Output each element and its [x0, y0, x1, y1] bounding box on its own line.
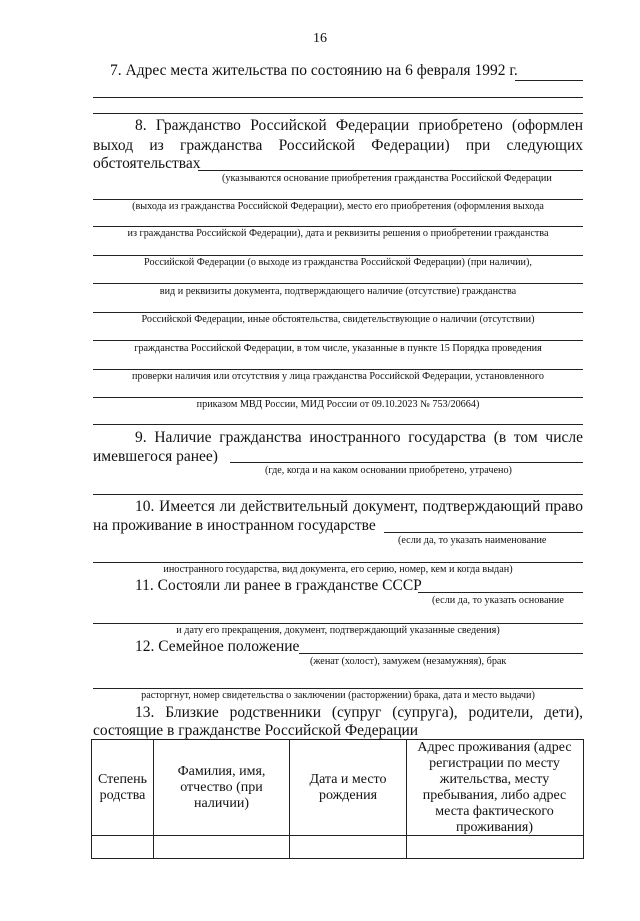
- item-10-line-2: на проживание в иностранном государстве: [93, 517, 376, 534]
- item-12-answer-line[interactable]: [299, 653, 583, 654]
- item-10-line-1: 10. Имеется ли действительный документ, подтверждающий право: [135, 498, 583, 515]
- item-8-hint-9: приказом МВД России, МИД России от 09.10.2023 № 753/20664): [196, 399, 480, 410]
- item-7-answer-line-2[interactable]: [93, 97, 583, 98]
- item-9-answer-line-2[interactable]: [93, 494, 583, 495]
- item-12-line-1: 12. Семейное положение: [135, 638, 300, 655]
- item-10-hint-1: (если да, то указать наименование: [398, 535, 547, 546]
- item-9-line-2: имевшегося ранее): [93, 448, 218, 465]
- page-number: 16: [313, 31, 327, 46]
- item-8-answer-line[interactable]: [93, 283, 583, 284]
- item-11-hint-1: (если да, то указать основание: [432, 595, 564, 606]
- item-8-hint-6: Российской Федерации, иные обстоятельства, свидетельствующие о наличии (отсутствии): [141, 314, 535, 325]
- item-8-hint-5: вид и реквизиты документа, подтверждающего наличие (отсутствие) гражданства: [159, 286, 517, 297]
- item-7-answer-line[interactable]: [515, 80, 583, 81]
- item-8-answer-line[interactable]: [93, 226, 583, 227]
- item-11-line-1: 11. Состояли ли ранее в гражданстве СССР: [135, 577, 422, 594]
- item-8-answer-line[interactable]: [93, 312, 583, 313]
- item-7-answer-line-3[interactable]: [93, 113, 583, 114]
- item-12-hint-2: расторгнут, номер свидетельства о заключении (расторжении) брака, дата и место выдачи): [141, 690, 535, 701]
- item-8-line-2: выход из гражданства Российской Федерации) при следующих: [93, 137, 583, 154]
- item-10-answer-line[interactable]: [384, 532, 583, 533]
- item-12-answer-line-2[interactable]: [93, 688, 583, 689]
- item-8-hint-4: Российской Федерации (о выходе из гражданства Российской Федерации) (при наличии),: [144, 257, 532, 268]
- item-10-answer-line-2[interactable]: [93, 562, 583, 563]
- item-12-hint-1: (женат (холост), замужем (незамужняя), брак: [310, 656, 507, 667]
- item-8-answer-line[interactable]: [93, 397, 583, 398]
- item-11-answer-line-2[interactable]: [93, 623, 583, 624]
- item-10-hint-2: иностранного государства, вид документа, его серию, номер, кем и когда выдан): [163, 564, 513, 575]
- table-header-birth: Дата и место рождения: [309, 771, 387, 803]
- item-9-top-line: [93, 424, 583, 425]
- item-9-answer-line[interactable]: [230, 462, 583, 463]
- item-8-line-3: обстоятельствах: [93, 155, 201, 172]
- item-8-answer-line[interactable]: [198, 170, 583, 171]
- item-8-hint-3: из гражданства Российской Федерации), дата и реквизиты решения о приобретении гражданства: [127, 228, 549, 239]
- table-header-address: Адрес проживания (адрес регистрации по месту жительства, месту пребывания, либо адрес места фактического проживания): [417, 739, 572, 835]
- table-header-relation: Степень родства: [97, 771, 148, 803]
- item-8-hint-2: (выхода из гражданства Российской Федерации), место его приобретения (оформления выхода: [132, 201, 544, 212]
- item-13-line-2: состоящие в гражданстве Российской Федерации: [93, 722, 419, 739]
- item-9-line-1: 9. Наличие гражданства иностранного государства (в том числе: [135, 429, 583, 446]
- item-9-hint: (где, когда и на каком основании приобретено, утрачено): [265, 465, 512, 476]
- item-8-answer-line[interactable]: [93, 199, 583, 200]
- item-13-line-1: 13. Близкие родственники (супруг (супруга), родители, дети),: [135, 704, 583, 721]
- item-8-answer-line[interactable]: [93, 369, 583, 370]
- item-8-hint-7: гражданства Российской Федерации, в том числе, указанные в пункте 15 Порядка проведения: [134, 343, 542, 354]
- item-11-hint-2: и дату его прекращения, документ, подтверждающий указанные сведения): [176, 625, 500, 636]
- item-8-hint-8: проверки наличия или отсутствия у лица гражданства Российской Федерации, установленного: [132, 371, 544, 382]
- item-8-hint-1: (указываются основание приобретения гражданства Российской Федерации: [222, 173, 552, 184]
- item-8-answer-line[interactable]: [93, 340, 583, 341]
- table-row[interactable]: [92, 836, 582, 857]
- item-11-answer-line[interactable]: [418, 592, 583, 593]
- table-header-full-name: Фамилия, имя, отчество (при наличии): [177, 763, 266, 811]
- item-7-label: 7. Адрес места жительства по состоянию на 6 февраля 1992 г.: [110, 62, 518, 79]
- item-8-answer-line[interactable]: [93, 255, 583, 256]
- item-8-line-1: 8. Гражданство Российской Федерации приобретено (оформлен: [135, 117, 583, 134]
